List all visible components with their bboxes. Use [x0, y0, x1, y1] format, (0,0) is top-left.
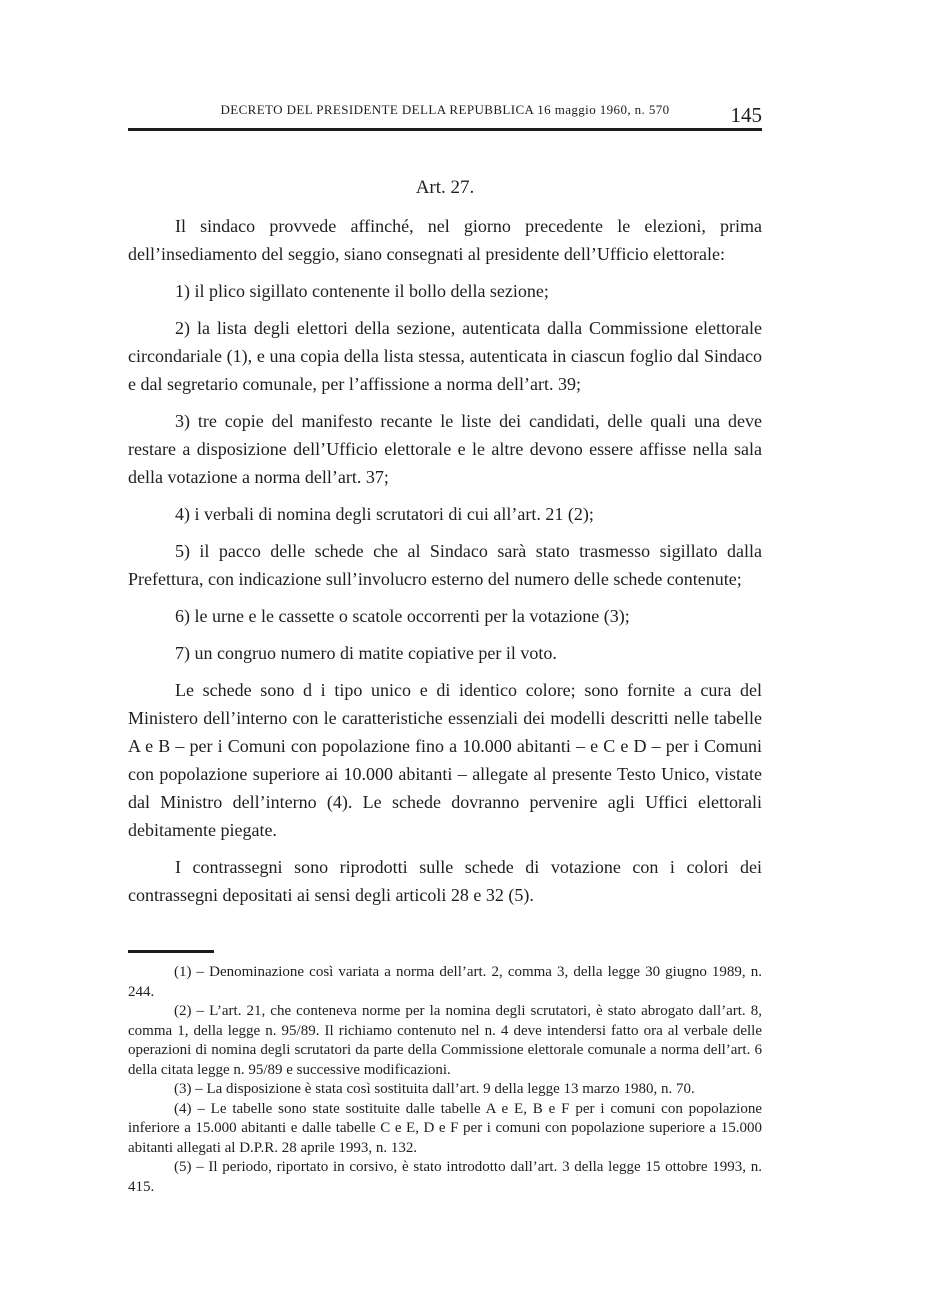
list-item-7: 7) un congruo numero di matite copiative per il voto.	[175, 643, 557, 663]
running-header	[128, 101, 762, 131]
footnote-3: (3) – La disposizione è stata così sostituita dall’art. 9 della legge 13 marzo 1980, n. 70.	[174, 1081, 695, 1097]
footnote-5: (5) – Il periodo, riportato in corsivo, è stato introdotto dall’art. 3 della legge 15 ottobre 1993, n. 415.	[128, 1159, 762, 1195]
footnote-4: (4) – Le tabelle sono state sostituite dalle tabelle A e E, B e F per i comuni con popolazione inferiore a 15.000 abitanti e dalle tabelle C e E, D e F per i comuni con popolazione superiore a 15.000 abitanti allegati al D.P.R. 28 aprile 1993, n. 132.	[128, 1100, 762, 1156]
paragraph-intro: Il sindaco provvede affinché, nel giorno precedente le elezioni, prima dell’insediamento del seggio, siano consegnati al presidente dell’Ufficio elettorale:	[128, 216, 762, 264]
paragraph-schede: Le schede sono d i tipo unico e di identico colore; sono fornite a cura del Ministero dell’interno con le caratteristiche essenziali dei modelli descritti nelle tabelle A e B – per i Comuni con popolazione fino a 10.000 abitanti – e C e D – per i Comuni con popolazione superiore ai 10.000 abitanti – allegate al presente Testo Unico, vistate dal Ministro dell’interno (4). Le schede dovranno pervenire agli Uffici elettorali debitamente piegate.	[128, 680, 762, 840]
text-column	[128, 0, 762, 1197]
running-title: DECRETO DEL PRESIDENTE DELLA REPUBBLICA 16 maggio 1960, n. 570	[220, 102, 670, 117]
article-body	[128, 175, 762, 909]
list-item-3: 3) tre copie del manifesto recante le liste dei candidati, delle quali una deve restare a disposizione dell’Ufficio elettorale e le altre devono essere affisse nella sala della votazione a norma dell’art. 37;	[128, 411, 762, 487]
footnote-2: (2) – L’art. 21, che conteneva norme per la nomina degli scrutatori, è stato abrogato dall’art. 8, comma 1, della legge n. 95/89. Il richiamo contenuto nel n. 4 deve intendersi fatto ora al verbale delle operazioni di nomina degli scrutatori da parte della Commissione elettorale comunale a norma dell’art. 6 della citata legge n. 95/89 e successive modificazioni.	[128, 1003, 762, 1078]
page-number: 145	[730, 103, 762, 127]
list-item-4: 4) i verbali di nomina degli scrutatori di cui all’art. 21 (2);	[175, 504, 594, 524]
footnote-1: (1) – Denominazione così variata a norma dell’art. 2, comma 3, della legge 30 giugno 1989, n. 244.	[128, 964, 762, 1000]
footnote-divider	[128, 950, 214, 953]
list-item-5: 5) il pacco delle schede che al Sindaco sarà stato trasmesso sigillato dalla Prefettura, con indicazione sull’involucro esterno del numero delle schede contenute;	[128, 541, 762, 589]
paragraph-contrassegni: I contrassegni sono riprodotti sulle schede di votazione con i colori dei contrassegni depositati ai sensi degli articoli 28 e 32 (5).	[128, 857, 762, 905]
list-item-6: 6) le urne e le cassette o scatole occorrenti per la votazione (3);	[175, 606, 630, 626]
list-item-1: 1) il plico sigillato contenente il bollo della sezione;	[175, 281, 549, 301]
footnotes-section	[128, 950, 762, 1197]
list-item-2: 2) la lista degli elettori della sezione, autenticata dalla Commissione elettorale circondariale (1), e una copia della lista stessa, autenticata in ciascun foglio dal Sindaco e dal segretario comunale, per l’affissione a norma dell’art. 39;	[128, 318, 762, 394]
article-heading: Art. 27.	[415, 177, 475, 198]
